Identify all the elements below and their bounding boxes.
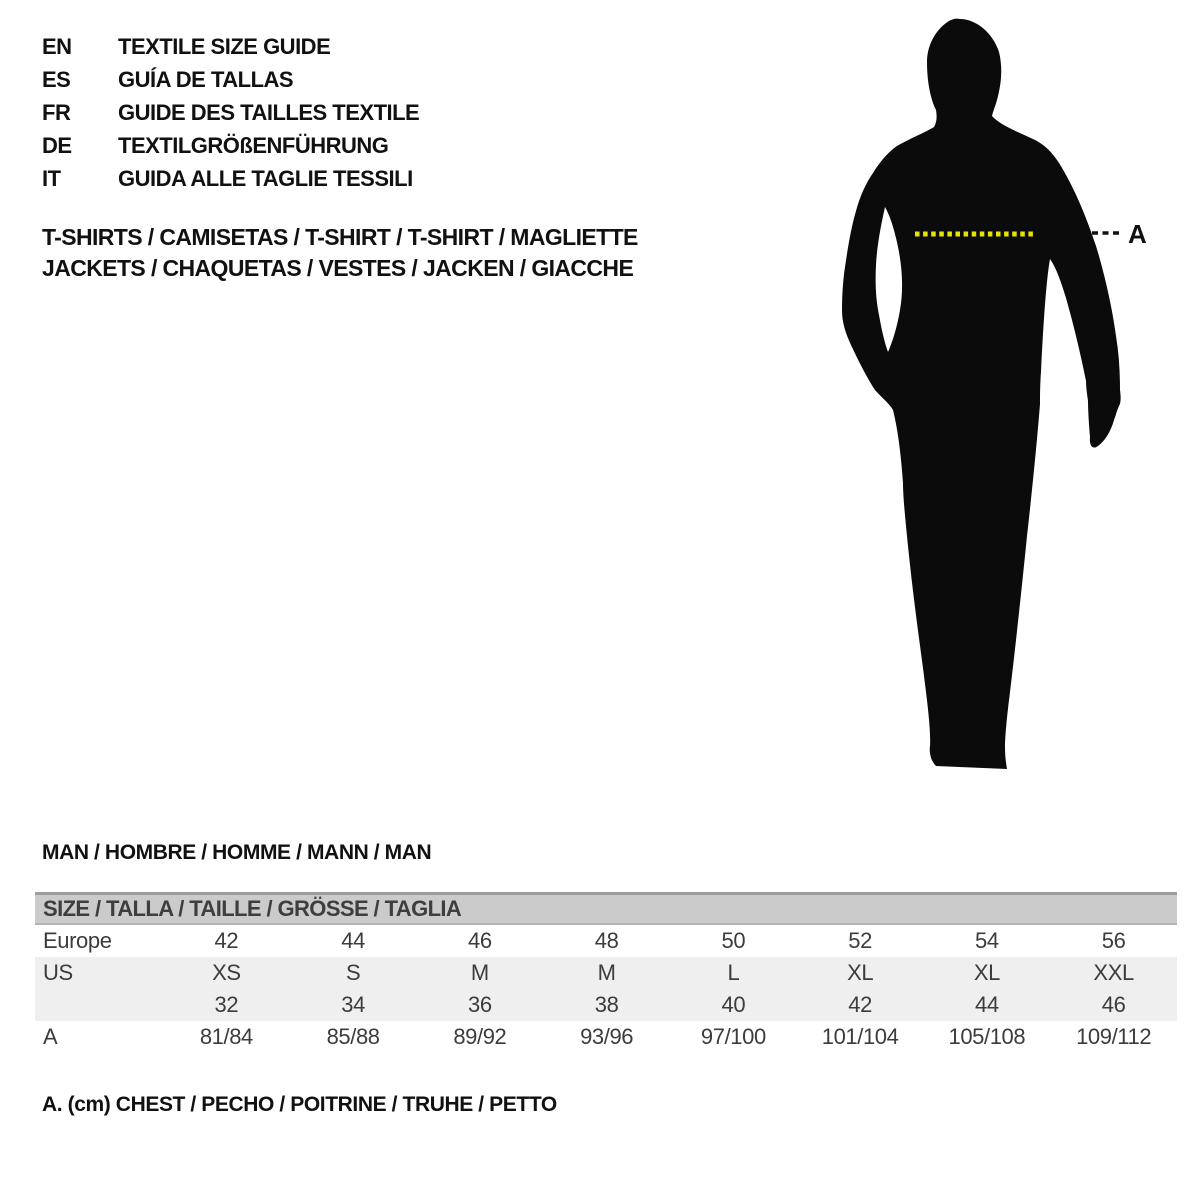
size-table-row-A bbox=[35, 1021, 1177, 1053]
size-table-rows bbox=[35, 925, 1177, 1053]
lang-code: IT bbox=[42, 166, 61, 191]
lang-code: ES bbox=[42, 67, 71, 92]
row-label bbox=[35, 989, 163, 1021]
size-cell: 101/104 bbox=[821, 1024, 899, 1049]
lang-code: EN bbox=[42, 34, 72, 59]
size-cell: S bbox=[345, 960, 361, 985]
size-cell: 38 bbox=[594, 992, 619, 1017]
lang-row-fr bbox=[42, 96, 419, 129]
size-cell: 52 bbox=[848, 928, 872, 953]
category-jackets: JACKETS / CHAQUETAS / VESTES / JACKEN / GIACCHE bbox=[42, 255, 634, 281]
size-table-row-Europe bbox=[35, 925, 1177, 957]
size-cell: 81/84 bbox=[199, 1024, 253, 1049]
row-label: A bbox=[43, 1024, 58, 1049]
lang-title: TEXTILGRÖßENFÜHRUNG bbox=[118, 133, 389, 158]
row-label: Europe bbox=[43, 928, 112, 953]
lang-row-en bbox=[42, 30, 419, 63]
lang-title: GUIDE DES TAILLES TEXTILE bbox=[118, 100, 420, 125]
size-cell: 42 bbox=[214, 928, 239, 953]
lang-row-de bbox=[42, 129, 419, 162]
size-table-row-US bbox=[35, 957, 1177, 989]
lang-title: TEXTILE SIZE GUIDE bbox=[118, 34, 331, 59]
size-cell: 40 bbox=[721, 992, 746, 1017]
size-cell: 109/112 bbox=[1076, 1024, 1152, 1049]
size-cell: XL bbox=[973, 960, 1000, 985]
category-tshirts: T-SHIRTS / CAMISETAS / T-SHIRT / T-SHIRT / MAGLIETTE bbox=[42, 224, 638, 250]
category-list bbox=[42, 222, 638, 284]
size-cell: 89/92 bbox=[453, 1024, 507, 1049]
size-table-row-blank-2 bbox=[35, 989, 1177, 1021]
size-cell: 56 bbox=[1101, 928, 1126, 953]
size-cell: 44 bbox=[341, 928, 365, 953]
size-cell: M bbox=[470, 960, 489, 985]
size-cell: XL bbox=[847, 960, 874, 985]
size-cell: 54 bbox=[975, 928, 999, 953]
size-cell: XXL bbox=[1093, 960, 1134, 985]
size-cell: 46 bbox=[468, 928, 492, 953]
size-cell: 85/88 bbox=[326, 1024, 380, 1049]
size-cell: 44 bbox=[975, 992, 999, 1017]
size-cell: 97/100 bbox=[700, 1024, 766, 1049]
lang-code: DE bbox=[42, 133, 72, 158]
lang-code: FR bbox=[42, 100, 71, 125]
row-label: US bbox=[43, 960, 73, 985]
language-title-list bbox=[42, 30, 419, 195]
size-cell: 50 bbox=[721, 928, 746, 953]
size-table-header: SIZE / TALLA / TAILLE / GRÖSSE / TAGLIA bbox=[35, 892, 1177, 925]
size-cell: 93/96 bbox=[580, 1024, 634, 1049]
measurement-footnote: A. (cm) CHEST / PECHO / POITRINE / TRUHE / PETTO bbox=[42, 1093, 557, 1116]
size-cell: 105/108 bbox=[948, 1024, 1026, 1049]
man-silhouette-svg bbox=[830, 0, 1160, 790]
section-title-man: MAN / HOMBRE / HOMME / MANN / MAN bbox=[42, 841, 432, 864]
size-cell: 42 bbox=[848, 992, 872, 1017]
size-cell: 32 bbox=[214, 992, 239, 1017]
lang-title: GUIDA ALLE TAGLIE TESSILI bbox=[118, 166, 413, 191]
size-cell: 34 bbox=[341, 992, 365, 1017]
lang-title: GUÍA DE TALLAS bbox=[118, 67, 294, 92]
size-cell: XS bbox=[212, 960, 241, 985]
lang-row-es bbox=[42, 63, 419, 96]
size-cell: M bbox=[597, 960, 616, 985]
lang-row-it bbox=[42, 162, 419, 195]
man-silhouette-body bbox=[842, 19, 1121, 769]
size-cell: L bbox=[727, 960, 740, 985]
size-cell: 36 bbox=[468, 992, 492, 1017]
size-cell: 48 bbox=[594, 928, 619, 953]
size-table bbox=[35, 892, 1177, 1053]
measure-label-a: A bbox=[1128, 219, 1147, 249]
size-cell: 46 bbox=[1101, 992, 1126, 1017]
man-silhouette-figure bbox=[830, 0, 1160, 790]
